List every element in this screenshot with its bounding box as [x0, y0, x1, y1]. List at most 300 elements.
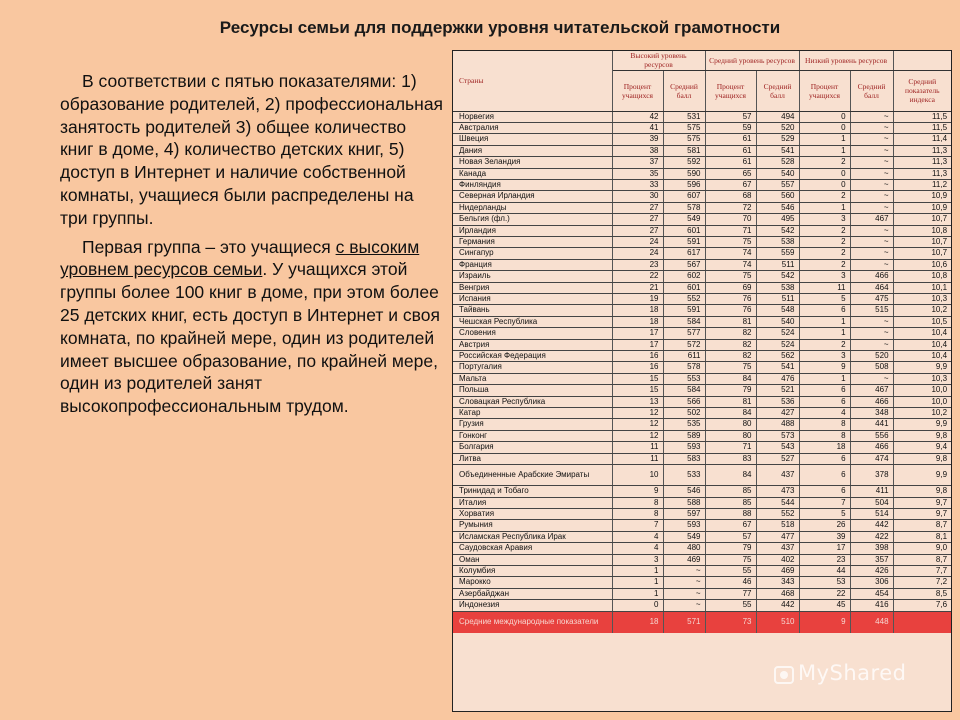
- value-cell: 10,3: [893, 294, 951, 305]
- country-cell: Чешская Республика: [453, 316, 612, 327]
- table-row: [453, 385, 951, 396]
- value-cell: 4: [799, 408, 850, 419]
- value-cell: 540: [756, 316, 799, 327]
- value-cell: 448: [850, 611, 893, 633]
- value-cell: 562: [756, 351, 799, 362]
- country-cell: Венгрия: [453, 282, 612, 293]
- table-row: [453, 531, 951, 542]
- value-cell: 11: [612, 453, 663, 464]
- value-cell: 543: [756, 442, 799, 453]
- value-cell: 9,7: [893, 497, 951, 508]
- value-cell: 514: [850, 508, 893, 519]
- value-cell: 17: [799, 543, 850, 554]
- value-cell: 12: [612, 430, 663, 441]
- value-cell: 348: [850, 408, 893, 419]
- country-cell: Ирландия: [453, 225, 612, 236]
- value-cell: 416: [850, 600, 893, 611]
- paragraph-1: В соответствии с пятью показателями: 1) образование родителей, 2) профессиональная занятость родителей 3) общее количество книг в доме, 4) количество детских книг, 5) доступ в Интернет и наличие собственной комнаты, учащиеся были распределены на три группы.: [60, 71, 444, 228]
- value-cell: ~: [850, 122, 893, 133]
- value-cell: 17: [612, 328, 663, 339]
- value-cell: ~: [850, 157, 893, 168]
- value-cell: 571: [663, 611, 705, 633]
- value-cell: 10,9: [893, 202, 951, 213]
- value-cell: 508: [850, 362, 893, 373]
- sub-header: Средний балл: [850, 70, 893, 111]
- value-cell: 10,7: [893, 248, 951, 259]
- value-cell: 11,4: [893, 134, 951, 145]
- value-cell: 79: [705, 543, 756, 554]
- value-cell: 23: [612, 259, 663, 270]
- value-cell: 1: [612, 577, 663, 588]
- value-cell: 3: [799, 214, 850, 225]
- value-cell: 82: [705, 328, 756, 339]
- value-cell: 67: [705, 179, 756, 190]
- value-cell: 27: [612, 202, 663, 213]
- value-cell: ~: [663, 600, 705, 611]
- value-cell: 9: [799, 362, 850, 373]
- table-row: [453, 157, 951, 168]
- value-cell: 44: [799, 565, 850, 576]
- value-cell: 528: [756, 157, 799, 168]
- value-cell: 10,7: [893, 236, 951, 247]
- country-cell: Марокко: [453, 577, 612, 588]
- value-cell: ~: [850, 202, 893, 213]
- value-cell: 9,9: [893, 362, 951, 373]
- country-cell: Азербайджан: [453, 588, 612, 599]
- value-cell: 0: [799, 179, 850, 190]
- value-cell: 55: [705, 600, 756, 611]
- sub-header: Средний балл: [756, 70, 799, 111]
- value-cell: 343: [756, 577, 799, 588]
- value-cell: 611: [663, 351, 705, 362]
- value-cell: 542: [756, 225, 799, 236]
- value-cell: ~: [850, 168, 893, 179]
- country-cell: Саудовская Аравия: [453, 543, 612, 554]
- country-cell: Румыния: [453, 520, 612, 531]
- value-cell: 7: [799, 497, 850, 508]
- value-cell: 18: [612, 305, 663, 316]
- table-row: [453, 508, 951, 519]
- value-cell: 8: [612, 497, 663, 508]
- country-cell: Северная Ирландия: [453, 191, 612, 202]
- value-cell: 84: [705, 465, 756, 486]
- value-cell: 11: [612, 442, 663, 453]
- value-cell: 577: [663, 328, 705, 339]
- value-cell: ~: [850, 134, 893, 145]
- paragraph-2: [60, 236, 444, 418]
- value-cell: 70: [705, 214, 756, 225]
- value-cell: 494: [756, 111, 799, 122]
- value-cell: 3: [799, 271, 850, 282]
- value-cell: 81: [705, 316, 756, 327]
- value-cell: 469: [756, 565, 799, 576]
- value-cell: 538: [756, 282, 799, 293]
- value-cell: 71: [705, 442, 756, 453]
- value-cell: 10,3: [893, 373, 951, 384]
- table-row: [453, 259, 951, 270]
- average-row: [453, 611, 951, 633]
- value-cell: 578: [663, 362, 705, 373]
- value-cell: 578: [663, 202, 705, 213]
- value-cell: 73: [705, 611, 756, 633]
- value-cell: 7,6: [893, 600, 951, 611]
- country-cell: Израиль: [453, 271, 612, 282]
- value-cell: 581: [663, 145, 705, 156]
- body-text: [60, 70, 444, 424]
- value-cell: 488: [756, 419, 799, 430]
- value-cell: 357: [850, 554, 893, 565]
- resources-table: [452, 50, 952, 712]
- value-cell: 6: [799, 305, 850, 316]
- value-cell: 1: [612, 565, 663, 576]
- value-cell: 10,8: [893, 271, 951, 282]
- table-row: [453, 351, 951, 362]
- value-cell: ~: [663, 588, 705, 599]
- value-cell: 521: [756, 385, 799, 396]
- value-cell: 1: [799, 202, 850, 213]
- value-cell: ~: [850, 145, 893, 156]
- country-header: Страны: [453, 51, 612, 111]
- value-cell: 6: [799, 486, 850, 497]
- table-row: [453, 236, 951, 247]
- value-cell: 4: [612, 543, 663, 554]
- value-cell: 46: [705, 577, 756, 588]
- value-cell: 27: [612, 225, 663, 236]
- value-cell: 593: [663, 442, 705, 453]
- value-cell: 475: [850, 294, 893, 305]
- value-cell: 6: [799, 453, 850, 464]
- country-cell: Германия: [453, 236, 612, 247]
- group-header-blank: [893, 51, 951, 70]
- table-row: [453, 271, 951, 282]
- value-cell: 39: [799, 531, 850, 542]
- value-cell: 527: [756, 453, 799, 464]
- value-cell: 88: [705, 508, 756, 519]
- value-cell: 544: [756, 497, 799, 508]
- value-cell: ~: [850, 339, 893, 350]
- value-cell: 22: [799, 588, 850, 599]
- value-cell: 518: [756, 520, 799, 531]
- value-cell: 80: [705, 430, 756, 441]
- value-cell: 378: [850, 465, 893, 486]
- table-row: [453, 225, 951, 236]
- sub-header: Средний балл: [663, 70, 705, 111]
- value-cell: 75: [705, 271, 756, 282]
- value-cell: 10,0: [893, 385, 951, 396]
- value-cell: 591: [663, 236, 705, 247]
- value-cell: 546: [756, 202, 799, 213]
- value-cell: 55: [705, 565, 756, 576]
- value-cell: ~: [850, 191, 893, 202]
- value-cell: 38: [612, 145, 663, 156]
- country-cell: Польша: [453, 385, 612, 396]
- value-cell: 15: [612, 385, 663, 396]
- country-cell: Исламская Республика Ирак: [453, 531, 612, 542]
- country-cell: Катар: [453, 408, 612, 419]
- value-cell: 67: [705, 520, 756, 531]
- value-cell: 556: [850, 430, 893, 441]
- value-cell: 9,4: [893, 442, 951, 453]
- value-cell: 5: [799, 508, 850, 519]
- table-row: [453, 577, 951, 588]
- country-cell: Испания: [453, 294, 612, 305]
- paragraph-2-start: Первая группа – это учащиеся: [82, 236, 336, 257]
- value-cell: 549: [663, 214, 705, 225]
- value-cell: 524: [756, 339, 799, 350]
- value-cell: 84: [705, 408, 756, 419]
- value-cell: 76: [705, 305, 756, 316]
- value-cell: 0: [612, 600, 663, 611]
- value-cell: 510: [756, 611, 799, 633]
- sub-header: Процент учащихся: [705, 70, 756, 111]
- value-cell: 9,7: [893, 508, 951, 519]
- value-cell: 8,7: [893, 520, 951, 531]
- value-cell: 39: [612, 134, 663, 145]
- value-cell: ~: [663, 565, 705, 576]
- value-cell: 80: [705, 419, 756, 430]
- value-cell: 9,8: [893, 430, 951, 441]
- value-cell: 536: [756, 396, 799, 407]
- table-row: [453, 134, 951, 145]
- value-cell: 411: [850, 486, 893, 497]
- value-cell: 21: [612, 282, 663, 293]
- page-title: Ресурсы семьи для поддержки уровня читательской грамотности: [219, 18, 781, 37]
- country-cell: Сингапур: [453, 248, 612, 259]
- value-cell: 2: [799, 248, 850, 259]
- table-row: [453, 543, 951, 554]
- value-cell: 584: [663, 316, 705, 327]
- country-cell: Гонконг: [453, 430, 612, 441]
- watermark: MyShared: [798, 661, 907, 685]
- value-cell: 466: [850, 442, 893, 453]
- value-cell: 422: [850, 531, 893, 542]
- value-cell: 437: [756, 465, 799, 486]
- value-cell: ~: [850, 111, 893, 122]
- value-cell: 82: [705, 339, 756, 350]
- value-cell: ~: [850, 328, 893, 339]
- country-cell: Словацкая Республика: [453, 396, 612, 407]
- value-cell: 57: [705, 531, 756, 542]
- value-cell: 529: [756, 134, 799, 145]
- value-cell: 81: [705, 396, 756, 407]
- value-cell: 12: [612, 408, 663, 419]
- value-cell: 10,4: [893, 351, 951, 362]
- value-cell: 11,2: [893, 179, 951, 190]
- value-cell: 76: [705, 294, 756, 305]
- country-cell: Австрия: [453, 339, 612, 350]
- value-cell: 18: [612, 611, 663, 633]
- value-cell: 520: [756, 122, 799, 133]
- value-cell: 16: [612, 351, 663, 362]
- table-row: [453, 554, 951, 565]
- country-cell: Российская Федерация: [453, 351, 612, 362]
- country-cell: Хорватия: [453, 508, 612, 519]
- value-cell: 72: [705, 202, 756, 213]
- value-cell: 553: [663, 373, 705, 384]
- value-cell: [893, 611, 951, 633]
- table-row: [453, 305, 951, 316]
- value-cell: 15: [612, 373, 663, 384]
- country-cell: Финляндия: [453, 179, 612, 190]
- table-row: [453, 396, 951, 407]
- country-cell: Тайвань: [453, 305, 612, 316]
- value-cell: 79: [705, 385, 756, 396]
- value-cell: 559: [756, 248, 799, 259]
- paragraph-2-end: . У учащихся этой группы более 100 книг в доме, при этом более 25 детских книг, есть доступ в Интернет и своя комната, по крайней мере, один из родителей имеет высшее образование, по крайней мере, один из родителей занят высокопрофессиональным трудом.: [60, 259, 440, 417]
- country-cell: Литва: [453, 453, 612, 464]
- value-cell: 552: [663, 294, 705, 305]
- value-cell: 30: [612, 191, 663, 202]
- value-cell: 601: [663, 225, 705, 236]
- value-cell: 13: [612, 396, 663, 407]
- value-cell: 10,1: [893, 282, 951, 293]
- value-cell: 10,2: [893, 408, 951, 419]
- value-cell: 473: [756, 486, 799, 497]
- value-cell: 306: [850, 577, 893, 588]
- value-cell: 75: [705, 236, 756, 247]
- group-header-low: Низкий уровень ресурсов: [799, 51, 893, 70]
- value-cell: 590: [663, 168, 705, 179]
- value-cell: ~: [850, 373, 893, 384]
- value-cell: 524: [756, 328, 799, 339]
- value-cell: ~: [850, 225, 893, 236]
- value-cell: 77: [705, 588, 756, 599]
- country-cell: Португалия: [453, 362, 612, 373]
- value-cell: 8: [799, 430, 850, 441]
- value-cell: 9,9: [893, 419, 951, 430]
- group-header-mid: Средний уровень ресурсов: [705, 51, 799, 70]
- value-cell: 593: [663, 520, 705, 531]
- value-cell: 9,8: [893, 453, 951, 464]
- value-cell: 538: [756, 236, 799, 247]
- value-cell: 467: [850, 385, 893, 396]
- country-cell: Словения: [453, 328, 612, 339]
- value-cell: 398: [850, 543, 893, 554]
- value-cell: 8: [612, 508, 663, 519]
- value-cell: 18: [612, 316, 663, 327]
- country-cell: Мальта: [453, 373, 612, 384]
- table-row: [453, 453, 951, 464]
- value-cell: 26: [799, 520, 850, 531]
- value-cell: 477: [756, 531, 799, 542]
- value-cell: ~: [663, 577, 705, 588]
- value-cell: ~: [850, 316, 893, 327]
- table-row: [453, 486, 951, 497]
- country-cell: Оман: [453, 554, 612, 565]
- table-row: [453, 339, 951, 350]
- value-cell: 2: [799, 157, 850, 168]
- country-cell: Новая Зеландия: [453, 157, 612, 168]
- country-cell: Австралия: [453, 122, 612, 133]
- table-row: [453, 111, 951, 122]
- value-cell: 9: [612, 486, 663, 497]
- value-cell: 1: [799, 134, 850, 145]
- value-cell: 566: [663, 396, 705, 407]
- value-cell: 10,0: [893, 396, 951, 407]
- value-cell: 557: [756, 179, 799, 190]
- value-cell: 546: [663, 486, 705, 497]
- value-cell: 454: [850, 588, 893, 599]
- value-cell: 502: [663, 408, 705, 419]
- value-cell: 504: [850, 497, 893, 508]
- value-cell: 602: [663, 271, 705, 282]
- value-cell: 573: [756, 430, 799, 441]
- country-cell: Грузия: [453, 419, 612, 430]
- value-cell: 27: [612, 214, 663, 225]
- table-row: [453, 145, 951, 156]
- country-cell: Швеция: [453, 134, 612, 145]
- value-cell: 442: [756, 600, 799, 611]
- table-row: [453, 248, 951, 259]
- value-cell: 9,0: [893, 543, 951, 554]
- value-cell: 3: [612, 554, 663, 565]
- value-cell: 427: [756, 408, 799, 419]
- value-cell: 466: [850, 271, 893, 282]
- value-cell: 10,4: [893, 328, 951, 339]
- value-cell: 572: [663, 339, 705, 350]
- value-cell: 583: [663, 453, 705, 464]
- value-cell: 75: [705, 554, 756, 565]
- value-cell: 467: [850, 214, 893, 225]
- country-cell: Норвегия: [453, 111, 612, 122]
- value-cell: 469: [663, 554, 705, 565]
- value-cell: 10,4: [893, 339, 951, 350]
- sub-header: Средний показатель индекса: [893, 70, 951, 111]
- table-row: [453, 202, 951, 213]
- country-cell: Болгария: [453, 442, 612, 453]
- value-cell: 8: [799, 419, 850, 430]
- table-row: [453, 168, 951, 179]
- country-cell: Колумбия: [453, 565, 612, 576]
- value-cell: 37: [612, 157, 663, 168]
- country-cell: Индонезия: [453, 600, 612, 611]
- sub-header: Процент учащихся: [612, 70, 663, 111]
- value-cell: 61: [705, 157, 756, 168]
- value-cell: 11,5: [893, 111, 951, 122]
- value-cell: 592: [663, 157, 705, 168]
- value-cell: 10,7: [893, 214, 951, 225]
- value-cell: 85: [705, 486, 756, 497]
- value-cell: 19: [612, 294, 663, 305]
- country-cell: Средние международные показатели: [453, 611, 612, 633]
- table-row: [453, 465, 951, 486]
- sub-header: Процент учащихся: [799, 70, 850, 111]
- value-cell: 69: [705, 282, 756, 293]
- value-cell: 464: [850, 282, 893, 293]
- country-cell: Канада: [453, 168, 612, 179]
- value-cell: 468: [756, 588, 799, 599]
- value-cell: 601: [663, 282, 705, 293]
- table-row: [453, 373, 951, 384]
- value-cell: ~: [850, 248, 893, 259]
- table-row: [453, 419, 951, 430]
- value-cell: 1: [799, 145, 850, 156]
- value-cell: 6: [799, 465, 850, 486]
- value-cell: 11,5: [893, 122, 951, 133]
- value-cell: 35: [612, 168, 663, 179]
- table-row: [453, 214, 951, 225]
- value-cell: 542: [756, 271, 799, 282]
- value-cell: 480: [663, 543, 705, 554]
- value-cell: 0: [799, 111, 850, 122]
- table-row: [453, 565, 951, 576]
- value-cell: 16: [612, 362, 663, 373]
- value-cell: 575: [663, 122, 705, 133]
- value-cell: 567: [663, 259, 705, 270]
- value-cell: 8,5: [893, 588, 951, 599]
- value-cell: 437: [756, 543, 799, 554]
- value-cell: 617: [663, 248, 705, 259]
